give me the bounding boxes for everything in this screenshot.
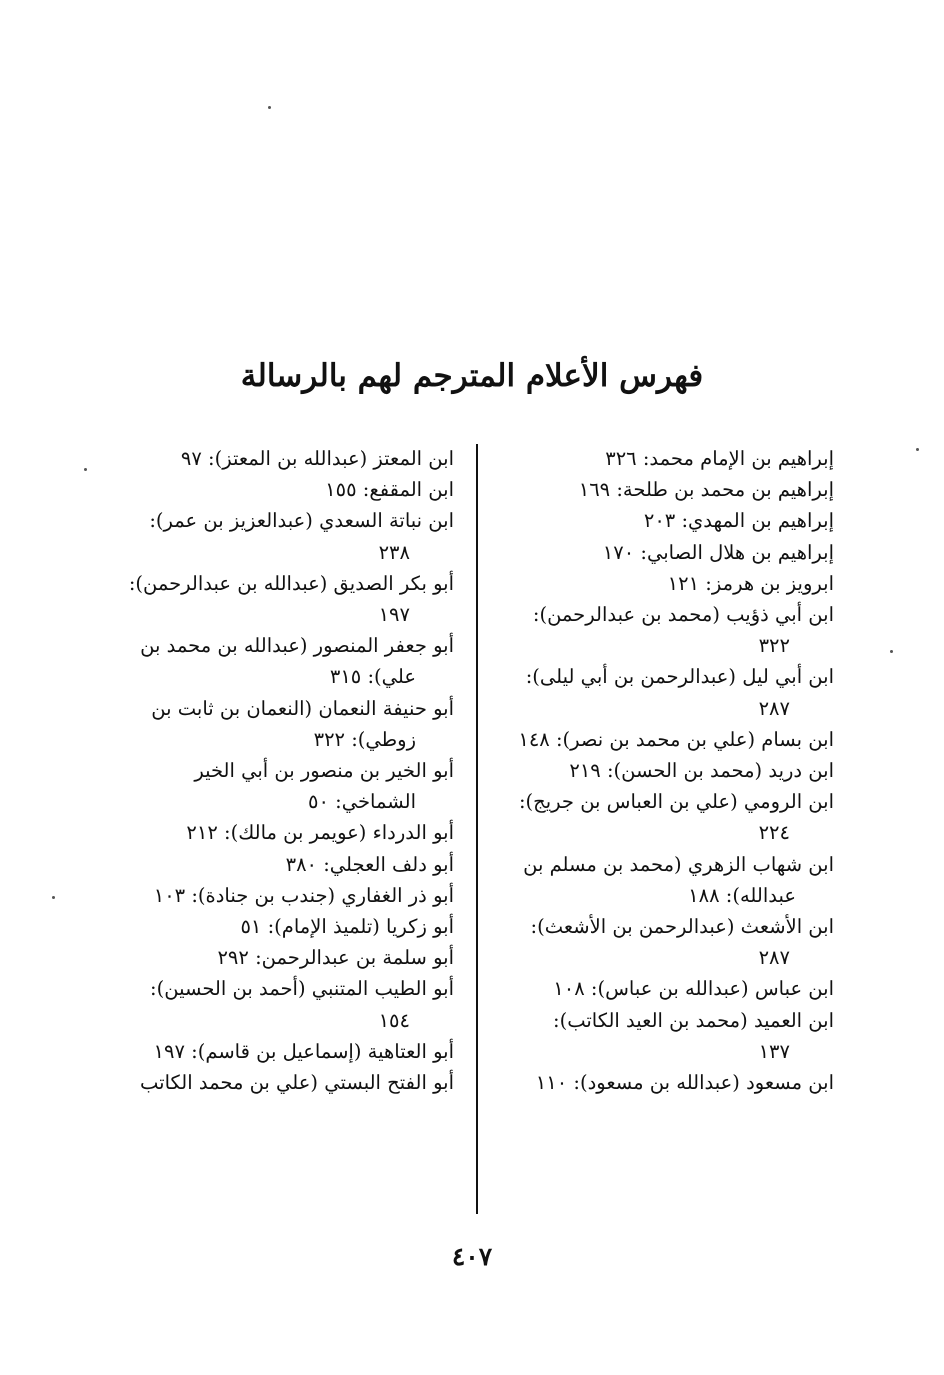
entry-name: ابن شهاب الزهري (محمد بن مسلم بن xyxy=(523,852,834,876)
entry-name: ابن المعتز (عبدالله بن المعتز): ٩٧ xyxy=(180,447,454,470)
scan-speck xyxy=(890,650,893,653)
entry-name: أبو بكر الصديق (عبدالله بن عبدالرحمن): xyxy=(128,571,454,595)
index-entry xyxy=(124,1067,454,1098)
index-entry xyxy=(124,630,454,692)
index-entry xyxy=(124,880,454,911)
index-entry xyxy=(504,1067,834,1098)
entry-name: ابن بسام (علي بن محمد بن نصر): ١٤٨ xyxy=(518,727,834,751)
entry-name: ابن المقفع: ١٥٥ xyxy=(325,478,454,502)
index-entry xyxy=(504,755,834,786)
entry-name: إبراهيم بن محمد بن طلحة: ١٦٩ xyxy=(578,478,834,502)
entry-name: ابن دريد (محمد بن الحسن): ٢١٩ xyxy=(569,759,834,783)
column-divider xyxy=(476,444,478,1214)
index-entry xyxy=(504,443,834,474)
index-entry xyxy=(504,786,834,848)
entry-name: إبراهيم بن الإمام محمد: ٣٢٦ xyxy=(605,447,834,470)
entry-continuation: ٢٨٧ xyxy=(758,946,790,970)
entry-name: ابن العميد (محمد بن العيد الكاتب): xyxy=(553,1008,834,1032)
entry-name: إبراهيم بن المهدي: ٢٠٣ xyxy=(643,509,834,533)
index-column-left xyxy=(124,443,454,1098)
index-entry xyxy=(124,568,454,630)
entry-continuation: ٣٢٢ xyxy=(758,634,790,658)
entry-continuation: عبدالله): ١٨٨ xyxy=(688,883,796,907)
index-entry xyxy=(504,724,834,755)
index-entry xyxy=(124,1036,454,1067)
index-entry xyxy=(504,568,834,599)
index-entry xyxy=(124,755,454,817)
entry-name: ابن عباس (عبدالله بن عباس): ١٠٨ xyxy=(553,977,834,1001)
index-entry xyxy=(124,443,454,474)
entry-name: أبو حنيفة النعمان (النعمان بن ثابت بن xyxy=(151,696,454,720)
index-column-right xyxy=(504,443,834,1098)
page-title: فهرس الأعلام المترجم لهم بالرسالة xyxy=(240,358,704,394)
entry-name: أبو الدرداء (عويمر بن مالك): ٢١٢ xyxy=(186,821,454,845)
index-entry xyxy=(504,474,834,505)
entry-name: أبو العتاهية (إسماعيل بن قاسم): ١٩٧ xyxy=(153,1039,454,1063)
entry-name: ابن أبي ليل (عبدالرحمن بن أبي ليلى): xyxy=(525,665,834,689)
index-entry xyxy=(124,911,454,942)
entry-continuation: ٢٢٤ xyxy=(758,821,790,845)
index-entry xyxy=(504,849,834,911)
index-entry xyxy=(504,505,834,536)
entry-name: ابن الرومي (علي بن العباس بن جريج): xyxy=(518,790,834,814)
scan-speck xyxy=(52,896,55,899)
entry-name: أبو دلف العجلي: ٣٨٠ xyxy=(285,852,454,876)
entry-continuation: ٢٣٨ xyxy=(378,540,410,564)
entry-name: ابرويز بن هرمز: ١٢١ xyxy=(667,571,834,595)
entry-name: ابن أبي ذؤيب (محمد بن عبدالرحمن): xyxy=(532,603,834,627)
entry-name: ابن نباتة السعدي (عبدالعزيز بن عمر): xyxy=(149,509,454,533)
page-number: ٤٠٧ xyxy=(451,1242,493,1271)
entry-continuation: ٢٨٧ xyxy=(758,696,790,720)
entry-name: أبو ذر الغفاري (جندب بن جنادة): ١٠٣ xyxy=(153,883,454,907)
index-entry xyxy=(504,661,834,723)
scan-speck xyxy=(84,468,87,471)
entry-name: أبو جعفر المنصور (عبدالله بن محمد بن xyxy=(140,634,454,658)
index-entry xyxy=(124,973,454,1035)
index-entry xyxy=(504,537,834,568)
index-entry xyxy=(504,911,834,973)
entry-name: أبو سلمة بن عبدالرحمن: ٢٩٢ xyxy=(217,946,454,970)
scan-speck xyxy=(916,448,919,451)
index-entry xyxy=(124,505,454,567)
entry-name: أبو زكريا (تلميذ الإمام): ٥١ xyxy=(240,915,454,939)
scan-speck xyxy=(268,106,271,109)
index-entry xyxy=(124,817,454,848)
index-entry xyxy=(504,1005,834,1067)
entry-name: أبو الخير بن منصور بن أبي الخير xyxy=(194,759,454,783)
entry-name: أبو الطيب المتنبي (أحمد بن الحسين): xyxy=(150,977,454,1001)
entry-continuation: ١٥٤ xyxy=(378,1008,410,1032)
entry-continuation: ١٣٧ xyxy=(758,1039,790,1063)
index-entry xyxy=(504,599,834,661)
index-entry xyxy=(124,693,454,755)
index-entry xyxy=(504,973,834,1004)
index-entry xyxy=(124,474,454,505)
entry-continuation: الشماخي: ٥٠ xyxy=(308,790,416,814)
index-entry xyxy=(124,942,454,973)
entry-name: إبراهيم بن هلال الصابي: ١٧٠ xyxy=(602,540,834,564)
index-entry xyxy=(124,849,454,880)
entry-continuation: ١٩٧ xyxy=(378,603,410,627)
entry-name: ابن مسعود (عبدالله بن مسعود): ١١٠ xyxy=(535,1071,834,1095)
entry-continuation: علي): ٣١٥ xyxy=(329,665,416,689)
entry-name: أبو الفتح البستي (علي بن محمد الكاتب xyxy=(140,1071,454,1095)
entry-name: ابن الأشعث (عبدالرحمن بن الأشعث): xyxy=(530,915,834,939)
entry-continuation: زوطي): ٣٢٢ xyxy=(313,727,416,751)
